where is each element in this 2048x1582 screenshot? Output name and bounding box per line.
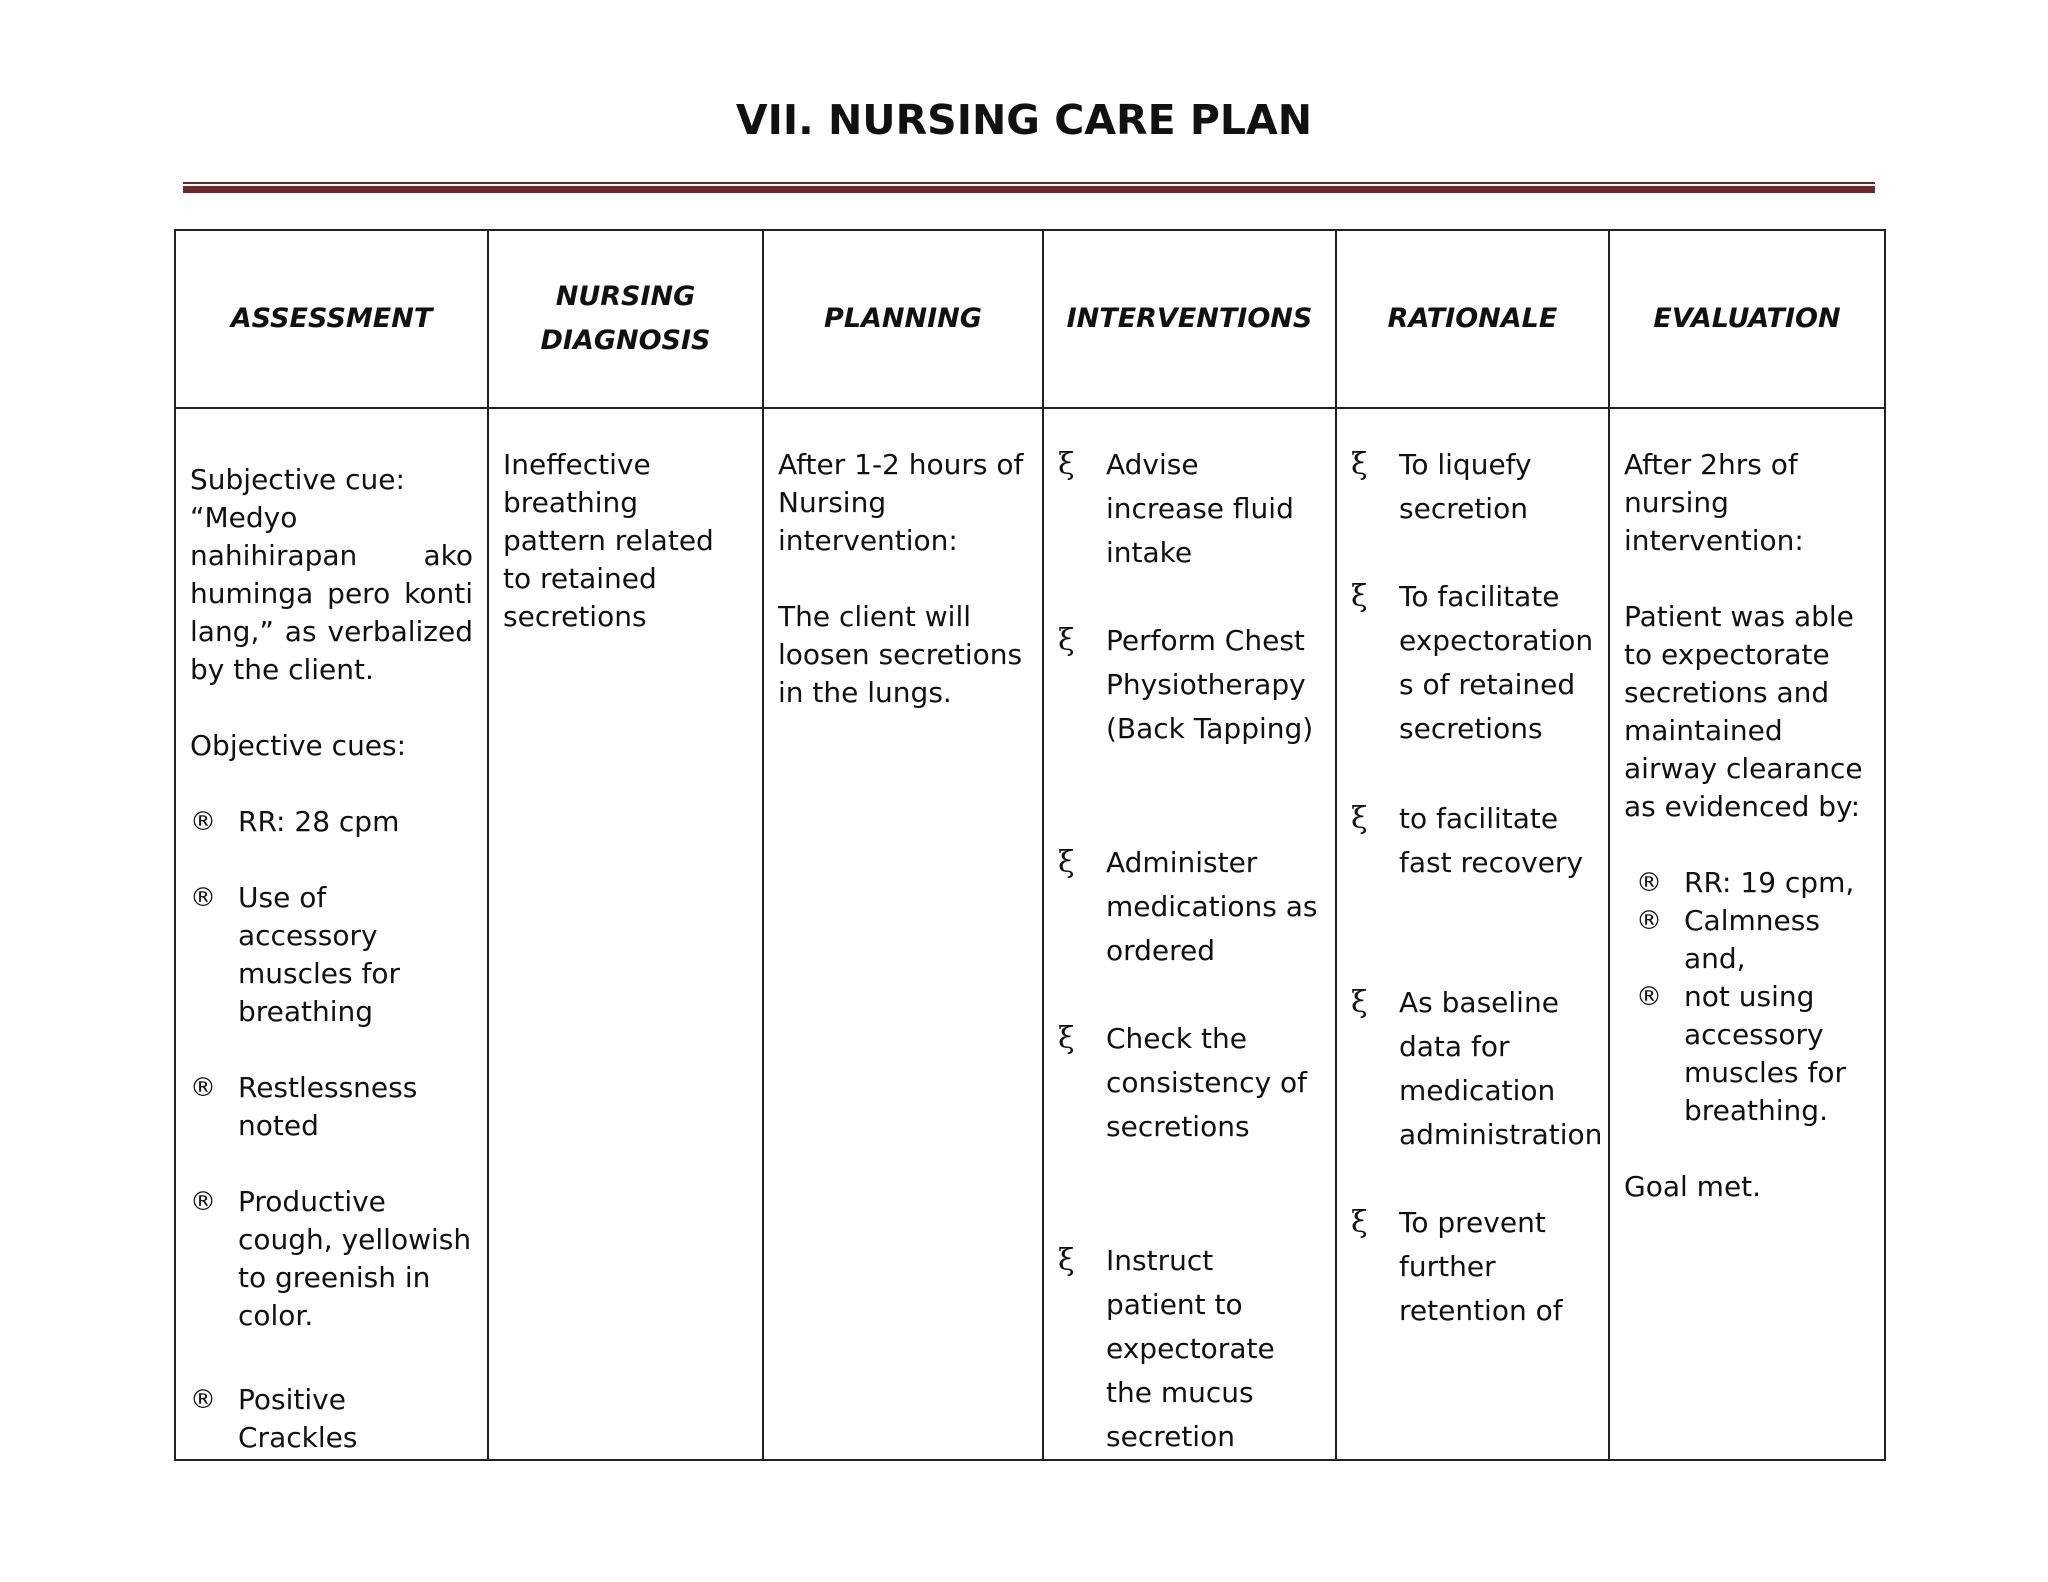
list-item: ξ As baseline data for medication administration — [1351, 981, 1594, 1157]
assessment-cell — [175, 408, 488, 1460]
list-item: ® not using accessory muscles for breathing. — [1636, 980, 1846, 1127]
list-item: ® Positive Crackles — [190, 1383, 358, 1454]
list-item: ® RR: 19 cpm, — [1636, 864, 1870, 902]
diagnosis-text: Ineffective breathing pattern related to retained secretions — [503, 448, 714, 633]
registered-bullet-icon: ® — [1636, 982, 1662, 1012]
header-assessment: ASSESSMENT — [175, 230, 488, 408]
registered-bullet-icon: ® — [190, 1073, 216, 1103]
evaluation-outcome: Patient was able to expectorate secretions and maintained airway clearance as evidenced by: — [1624, 600, 1863, 823]
list-item: ® Use of accessory muscles for breathing — [190, 881, 400, 1028]
xi-bullet-icon: ξ — [1351, 985, 1368, 1020]
list-item: ξ Administer medications as ordered — [1058, 841, 1321, 973]
xi-bullet-icon: ξ — [1058, 447, 1075, 482]
rationale-cell — [1336, 408, 1609, 1460]
xi-bullet-icon: ξ — [1058, 623, 1075, 658]
header-interventions: INTERVENTIONS — [1043, 230, 1336, 408]
xi-bullet-icon: ξ — [1351, 801, 1368, 836]
xi-bullet-icon: ξ — [1351, 579, 1368, 614]
list-item: ξ Check the consistency of secretions — [1058, 1017, 1321, 1149]
nursing-care-plan-table — [174, 229, 1886, 1461]
list-item: ξ Advise increase fluid intake — [1058, 443, 1321, 575]
planning-goal: The client will loosen secretions in the lungs. — [778, 600, 1023, 709]
list-item: ξ To liquefy secretion — [1351, 443, 1594, 531]
list-item: ξ Instruct patient to expectorate the mucus secretion — [1058, 1239, 1321, 1459]
list-item: ® RR: 28 cpm — [190, 803, 473, 841]
subjective-cue-label: Subjective cue: — [190, 463, 405, 496]
header-planning: PLANNING — [763, 230, 1043, 408]
xi-bullet-icon: ξ — [1058, 845, 1075, 880]
list-item: ξ to facilitate fast recovery — [1351, 797, 1594, 885]
table-header-row — [175, 230, 1885, 408]
xi-bullet-icon: ξ — [1058, 1021, 1075, 1056]
header-nursing-diagnosis: NURSING DIAGNOSIS — [488, 230, 763, 408]
registered-bullet-icon: ® — [190, 807, 216, 837]
subjective-cue-text: “Medyo nahihirapan ako huminga pero konti lang,” as verbalized by the client. — [190, 501, 473, 686]
registered-bullet-icon: ® — [1636, 868, 1662, 898]
table-body-row — [175, 408, 1885, 1460]
list-item: ® Restlessness noted — [190, 1071, 418, 1142]
interventions-cell — [1043, 408, 1336, 1460]
registered-bullet-icon: ® — [190, 883, 216, 913]
planning-intro: After 1-2 hours of Nursing intervention: — [778, 448, 1024, 557]
registered-bullet-icon: ® — [190, 1385, 216, 1415]
xi-bullet-icon: ξ — [1351, 447, 1368, 482]
evaluation-cell — [1609, 408, 1885, 1460]
list-item: ξ To facilitate expectoration s of retained secretions — [1351, 575, 1594, 751]
list-item: ξ To prevent further retention of — [1351, 1201, 1594, 1333]
header-evaluation: EVALUATION — [1609, 230, 1885, 408]
diagnosis-cell — [488, 408, 763, 1460]
objective-cues-label: Objective cues: — [190, 729, 407, 762]
title-divider-thin — [183, 182, 1875, 184]
list-item: ® Calmness and, — [1636, 904, 1820, 975]
xi-bullet-icon: ξ — [1351, 1205, 1368, 1240]
registered-bullet-icon: ® — [190, 1187, 216, 1217]
evaluation-result: Goal met. — [1624, 1170, 1762, 1203]
xi-bullet-icon: ξ — [1058, 1243, 1075, 1278]
title-divider-thick — [183, 186, 1875, 193]
header-rationale: RATIONALE — [1336, 230, 1609, 408]
list-item: ξ Perform Chest Physiotherapy (Back Tapping) — [1058, 619, 1321, 751]
page-title: VII. NURSING CARE PLAN — [735, 96, 1313, 144]
evaluation-intro: After 2hrs of nursing intervention: — [1624, 448, 1804, 557]
list-item: ® Productive cough, yellowish to greenish in color. — [190, 1185, 472, 1332]
planning-cell — [763, 408, 1043, 1460]
registered-bullet-icon: ® — [1636, 906, 1662, 936]
